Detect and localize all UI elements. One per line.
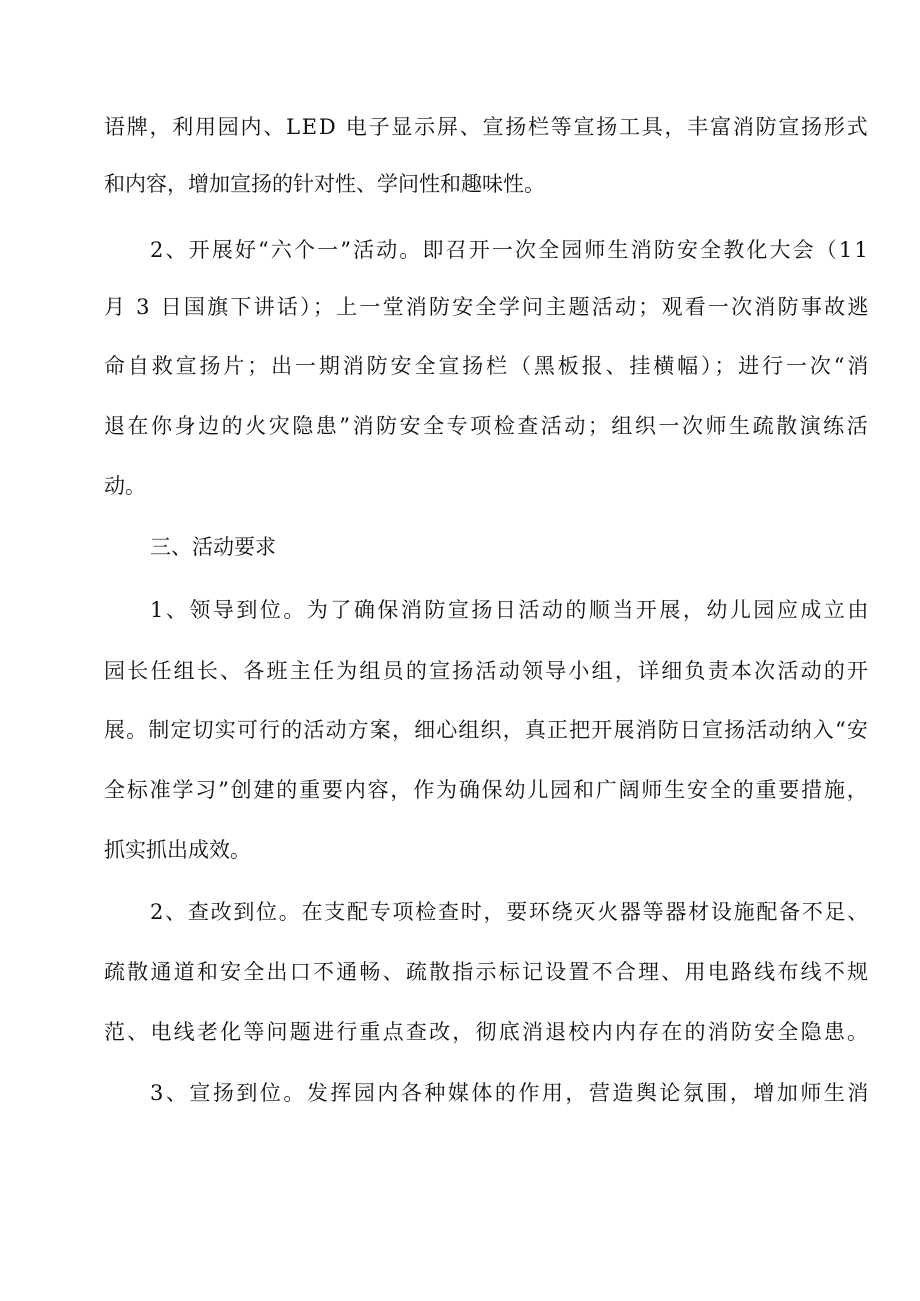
text-line: 退在你身边的火灾隐患”消防安全专项检查活动；组织一次师生疏散演练活: [104, 414, 871, 438]
text-line: 园长任组长、各班主任为组员的宣扬活动领导小组，详细负责本次活动的开: [104, 659, 871, 683]
text-line: 月 3 日国旗下讲话）；上一堂消防安全学问主题活动；观看一次消防事故逃: [104, 295, 871, 319]
text-line: 疏散通道和安全出口不通畅、疏散指示标记设置不合理、用电路线布线不规: [104, 960, 871, 984]
text-line: 动。: [104, 474, 146, 498]
text-line: 语牌，利用园内、LED 电子显示屏、宣扬栏等宣扬工具，丰富消防宣扬形式: [104, 115, 870, 139]
text-line: 展。制定切实可行的活动方案，细心组织，真正把开展消防日宣扬活动纳入“安: [104, 718, 869, 742]
section-heading: 三、活动要求: [150, 535, 276, 559]
text-line: 1、领导到位。为了确保消防宣扬日活动的顺当开展，幼儿园应成立由: [150, 598, 871, 622]
text-line: 范、电线老化等问题进行重点查改，彻底消退校内内存在的消防安全隐患。: [104, 1020, 871, 1044]
text-line: 2、开展好“六个一”活动。即召开一次全园师生消防安全教化大会（11: [150, 238, 870, 262]
text-line: 命自救宣扬片；出一期消防安全宣扬栏（黑板报、挂横幅）；进行一次“消: [104, 354, 872, 378]
text-line: 抓实抓出成效。: [104, 838, 251, 862]
text-line: 3、宣扬到位。发挥园内各种媒体的作用，营造舆论氛围，增加师生消: [150, 1081, 871, 1105]
text-line: 2、查改到位。在支配专项检查时，要环绕灭火器等器材设施配备不足、: [150, 900, 871, 924]
text-line: 全标准学习”创建的重要内容，作为确保幼儿园和广阔师生安全的重要措施，: [104, 778, 870, 802]
text-line: 和内容，增加宣扬的针对性、学问性和趣味性。: [104, 172, 545, 196]
